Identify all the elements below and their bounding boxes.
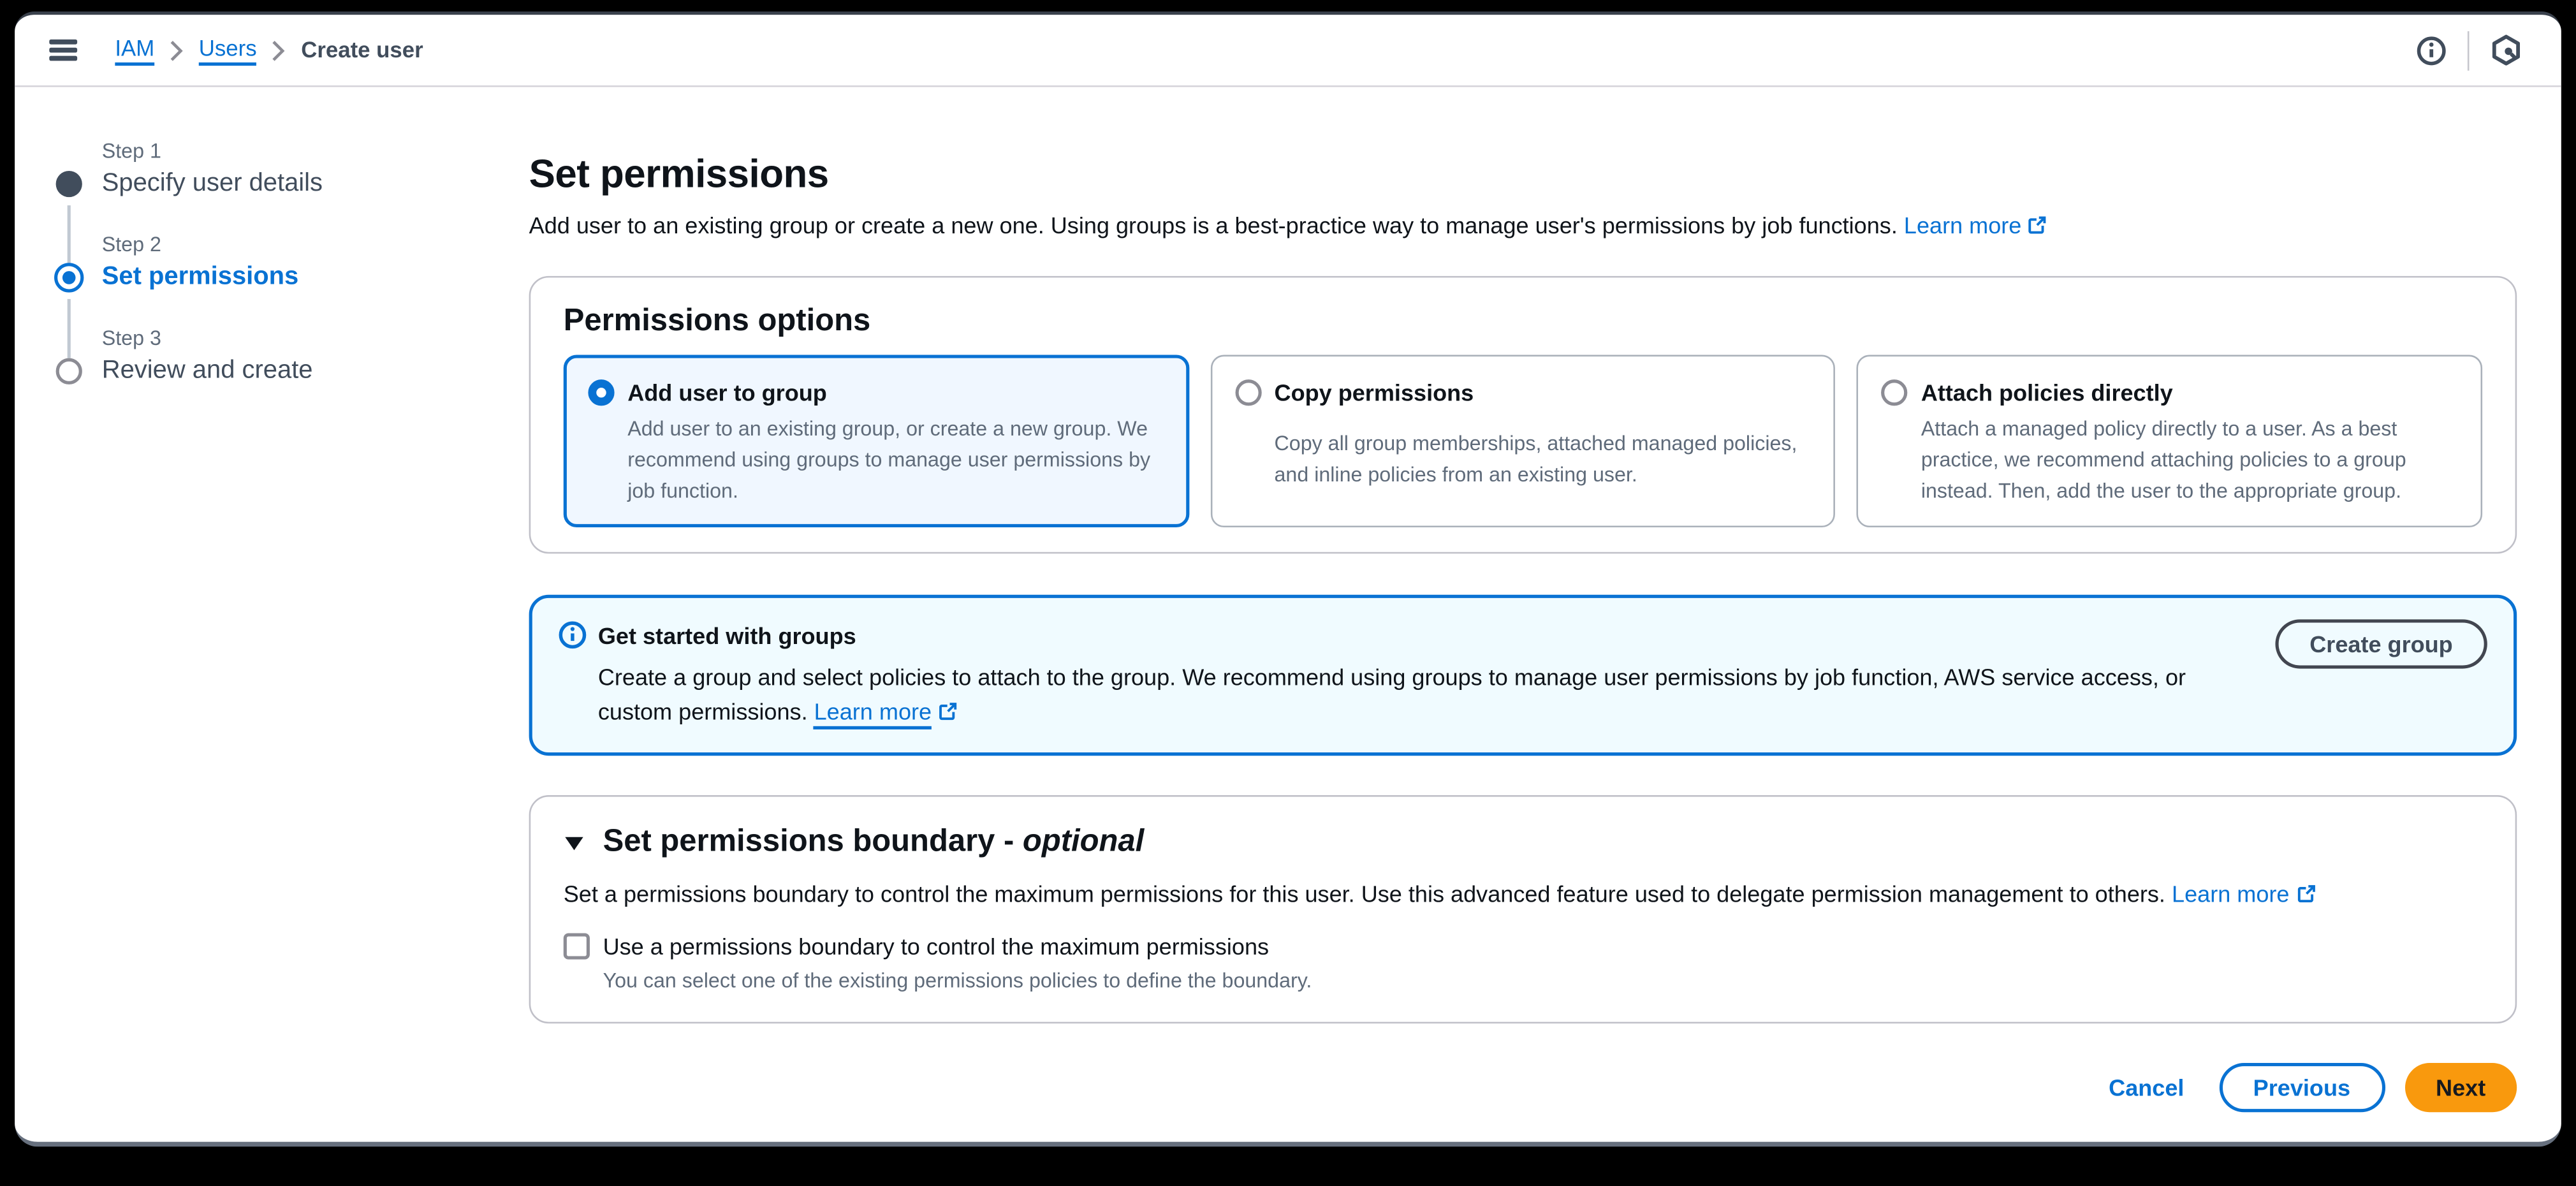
tile-title: Copy permissions	[1274, 379, 1474, 406]
step-current-icon	[54, 263, 84, 292]
external-link-icon	[938, 697, 958, 731]
boundary-checkbox-row	[564, 932, 2482, 993]
learn-more-link[interactable]: Learn more	[814, 699, 932, 730]
boundary-description	[564, 881, 2482, 909]
info-circle-icon[interactable]	[2417, 35, 2446, 64]
previous-button[interactable]: Previous	[2219, 1064, 2385, 1113]
external-link-icon	[2296, 882, 2316, 909]
wizard-step-3	[54, 327, 481, 421]
chevron-right-icon	[272, 39, 286, 62]
breadcrumb	[115, 35, 423, 64]
permissions-tiles	[564, 355, 2482, 528]
info-circle-icon	[559, 622, 598, 732]
step-number-label: Step 2	[101, 233, 161, 256]
page-description	[529, 212, 2517, 240]
learn-more-link[interactable]: Learn more	[2172, 881, 2316, 907]
tile-description: Copy all group memberships, attached managed policies, and inline policies from an existing user.	[1274, 432, 1797, 487]
tile-title: Attach policies directly	[1921, 379, 2173, 406]
tile-add-user-to-group[interactable]	[564, 355, 1189, 528]
boundary-expander[interactable]	[564, 825, 2482, 861]
boundary-heading: Set permissions boundary - optional	[603, 825, 1145, 860]
main-panel	[529, 87, 2517, 1113]
topbar-divider	[2468, 31, 2470, 70]
caret-down-icon	[564, 834, 585, 852]
step-title-link[interactable]: Specify user details	[101, 169, 323, 198]
checkbox-sublabel: You can select one of the existing permissions policies to define the boundary.	[603, 969, 1312, 993]
checkbox-unchecked-icon[interactable]	[564, 933, 590, 960]
banner-body-text: Create a group and select policies to attach to the group. We recommend using groups to manage user permissions by job function, AWS service access, or custom permissions.	[597, 664, 2186, 725]
tile-copy-permissions[interactable]	[1210, 355, 1836, 528]
console-window	[15, 11, 2561, 1146]
create-group-button[interactable]: Create group	[2275, 620, 2487, 669]
cancel-button[interactable]: Cancel	[2109, 1074, 2184, 1101]
topbar-actions	[2417, 31, 2522, 70]
chevron-right-icon	[169, 39, 184, 62]
page-content	[15, 87, 2561, 1147]
step-number-label: Step 1	[101, 140, 161, 163]
checkbox-label[interactable]: Use a permissions boundary to control the maximum permissions	[603, 933, 1270, 960]
external-link-icon	[2028, 214, 2048, 240]
breadcrumb-link-iam[interactable]: IAM	[115, 35, 154, 64]
step-number-label: Step 3	[101, 326, 161, 350]
wizard-steps-nav	[54, 140, 481, 421]
tile-title: Add user to group	[627, 379, 827, 406]
permissions-options-section	[529, 276, 2517, 554]
wizard-footer-actions	[529, 1064, 2517, 1113]
radio-unselected-icon[interactable]	[1882, 379, 1908, 406]
radio-selected-icon[interactable]	[588, 379, 614, 406]
banner-content	[598, 620, 2275, 731]
tile-attach-policies-directly[interactable]	[1857, 355, 2482, 528]
hamburger-menu-icon[interactable]	[49, 40, 77, 61]
next-button[interactable]: Next	[2404, 1064, 2517, 1113]
step-title-current[interactable]: Set permissions	[101, 263, 299, 291]
boundary-description-text: Set a permissions boundary to control the maximum permissions for this user. Use this advanced feature used to delegate permission management to others.	[563, 881, 2165, 907]
permissions-options-heading: Permissions options	[563, 304, 871, 339]
step-title-pending: Review and create	[101, 356, 313, 384]
breadcrumb-link-users[interactable]: Users	[199, 35, 257, 64]
step-pending-icon	[54, 356, 84, 386]
breadcrumb-current-page: Create user	[301, 38, 423, 62]
wizard-step-1	[54, 140, 481, 233]
step-completed-icon	[54, 169, 84, 198]
hexagon-service-icon[interactable]	[2491, 34, 2522, 66]
page-title: Set permissions	[529, 152, 829, 198]
banner-title: Get started with groups	[597, 623, 856, 650]
tile-description: Add user to an existing group, or create a new group. We recommend using groups to manage user permissions by job function.	[627, 417, 1151, 502]
permissions-boundary-section	[529, 796, 2517, 1024]
learn-more-link[interactable]: Learn more	[1904, 212, 2048, 238]
page-description-text: Add user to an existing group or create a new one. Using groups is a best-practice way to manage user's permissions by job functions.	[529, 212, 1898, 238]
banner-body	[598, 661, 2257, 731]
top-navigation-bar	[15, 15, 2561, 87]
optional-label: optional	[1022, 825, 1145, 860]
tile-description: Attach a managed policy directly to a user. As a best practice, we recommend attaching policies to a group instead. Then, add the user to the appropriate group.	[1921, 417, 2406, 502]
radio-unselected-icon[interactable]	[1235, 379, 1261, 406]
wizard-step-2	[54, 233, 481, 327]
get-started-with-groups-banner	[529, 595, 2517, 756]
